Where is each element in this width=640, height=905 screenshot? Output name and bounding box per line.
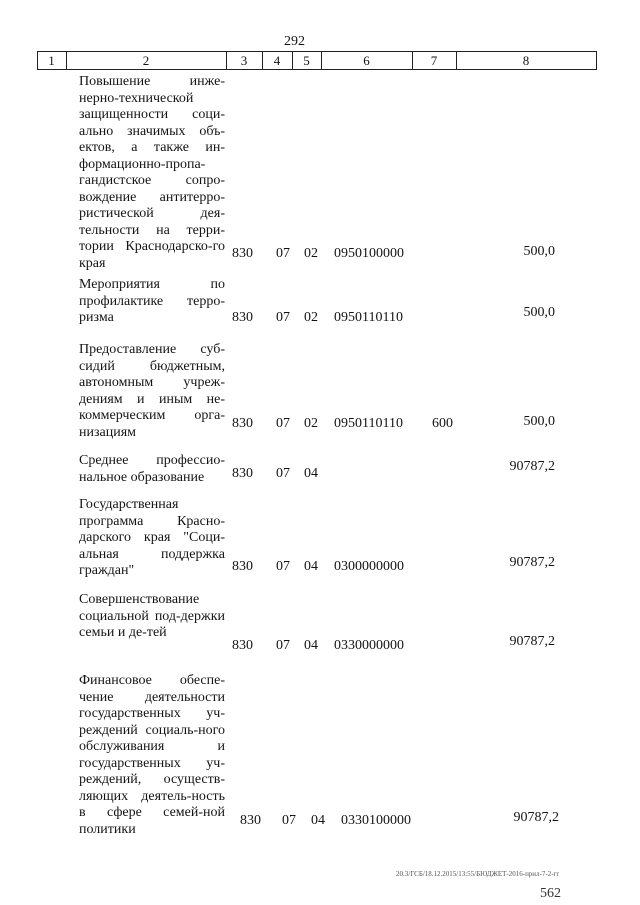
cell-code-4: 07: [276, 246, 290, 261]
header-col-6: 6: [363, 53, 370, 68]
cell-code-6: 0950100000: [334, 246, 404, 261]
cell-code-7: 600: [432, 416, 453, 431]
cell-amount: 90787,2: [513, 810, 559, 825]
cell-code-6: 0950110110: [334, 310, 403, 325]
cell-amount: 500,0: [523, 414, 555, 429]
cell-amount: 90787,2: [509, 459, 555, 474]
cell-code-3: 830: [232, 246, 253, 261]
row-description: Мероприятия по профилактике терро-ризма: [79, 277, 225, 325]
cell-amount: 90787,2: [509, 555, 555, 570]
cell-code-3: 830: [232, 559, 253, 574]
cell-code-5: 02: [304, 416, 318, 431]
cell-code-4: 07: [276, 638, 290, 653]
cell-code-3: 830: [240, 813, 261, 828]
header-col-3: 3: [240, 53, 248, 68]
header-bottom-rule: [37, 69, 597, 70]
header-col-8: 8: [522, 53, 530, 68]
header-col-7: 7: [430, 53, 438, 68]
cell-code-4: 07: [276, 559, 290, 574]
cell-code-5: 04: [304, 559, 318, 574]
cell-code-3: 830: [232, 466, 253, 481]
row-description: Финансовое обеспе-чение деятельности государственных уч-реждений социаль-ного обслуживания и государственных уч-реждений, осуществ-ляющих деятель-ность в сфере семей-ной политики: [79, 673, 225, 837]
header-col-5: 5: [303, 53, 310, 68]
cell-code-3: 830: [232, 416, 253, 431]
cell-code-5: 02: [304, 246, 318, 261]
page-number: 292: [284, 34, 305, 49]
cell-code-4: 07: [276, 416, 290, 431]
footer-sheet-number: 562: [540, 886, 561, 901]
cell-code-6: 0950110110: [334, 416, 403, 431]
row-description: Повышение инже-нерно-технической защищенности соци-ально значимых объ-ектов, а также ин-формационно-пропа-гандистское сопро-вождение антитерро-ристической дея-тельности на терри-тории Краснодарско-го края: [79, 74, 225, 271]
header-top-rule: [37, 51, 597, 52]
cell-amount: 90787,2: [509, 634, 555, 649]
cell-amount: 500,0: [523, 305, 555, 320]
cell-code-6: 0330100000: [341, 813, 411, 828]
cell-code-4: 07: [276, 310, 290, 325]
cell-amount: 500,0: [523, 244, 555, 259]
cell-code-5: 04: [304, 638, 318, 653]
row-description: Совершенствование социальной под-держки семьи и де-тей: [79, 592, 225, 640]
cell-code-4: 07: [276, 466, 290, 481]
row-description: Среднее профессио-нальное образование: [79, 453, 225, 485]
footer-document-code: 20.3/ГСБ/18.12.2015/13:55/БЮДЖЕТ-2016-прил-7-2-гг: [396, 870, 560, 878]
cell-code-5: 04: [304, 466, 318, 481]
cell-code-3: 830: [232, 310, 253, 325]
cell-code-5: 04: [311, 813, 325, 828]
cell-code-4: 07: [282, 813, 296, 828]
cell-code-3: 830: [232, 638, 253, 653]
cell-code-6: 0330000000: [334, 638, 404, 653]
row-description: Предоставление суб-сидий бюджетным, автономным учреж-дениям и иным не-коммерческим орга-низациям: [79, 342, 225, 440]
cell-code-6: 0300000000: [334, 559, 404, 574]
header-col-4: 4: [273, 53, 281, 68]
header-divider: [596, 51, 597, 70]
header-col-2: 2: [142, 53, 150, 68]
cell-code-5: 02: [304, 310, 318, 325]
header-col-1: 1: [48, 53, 55, 68]
row-description: Государственная программа Красно-дарского края "Соци-альная поддержка граждан": [79, 497, 225, 578]
